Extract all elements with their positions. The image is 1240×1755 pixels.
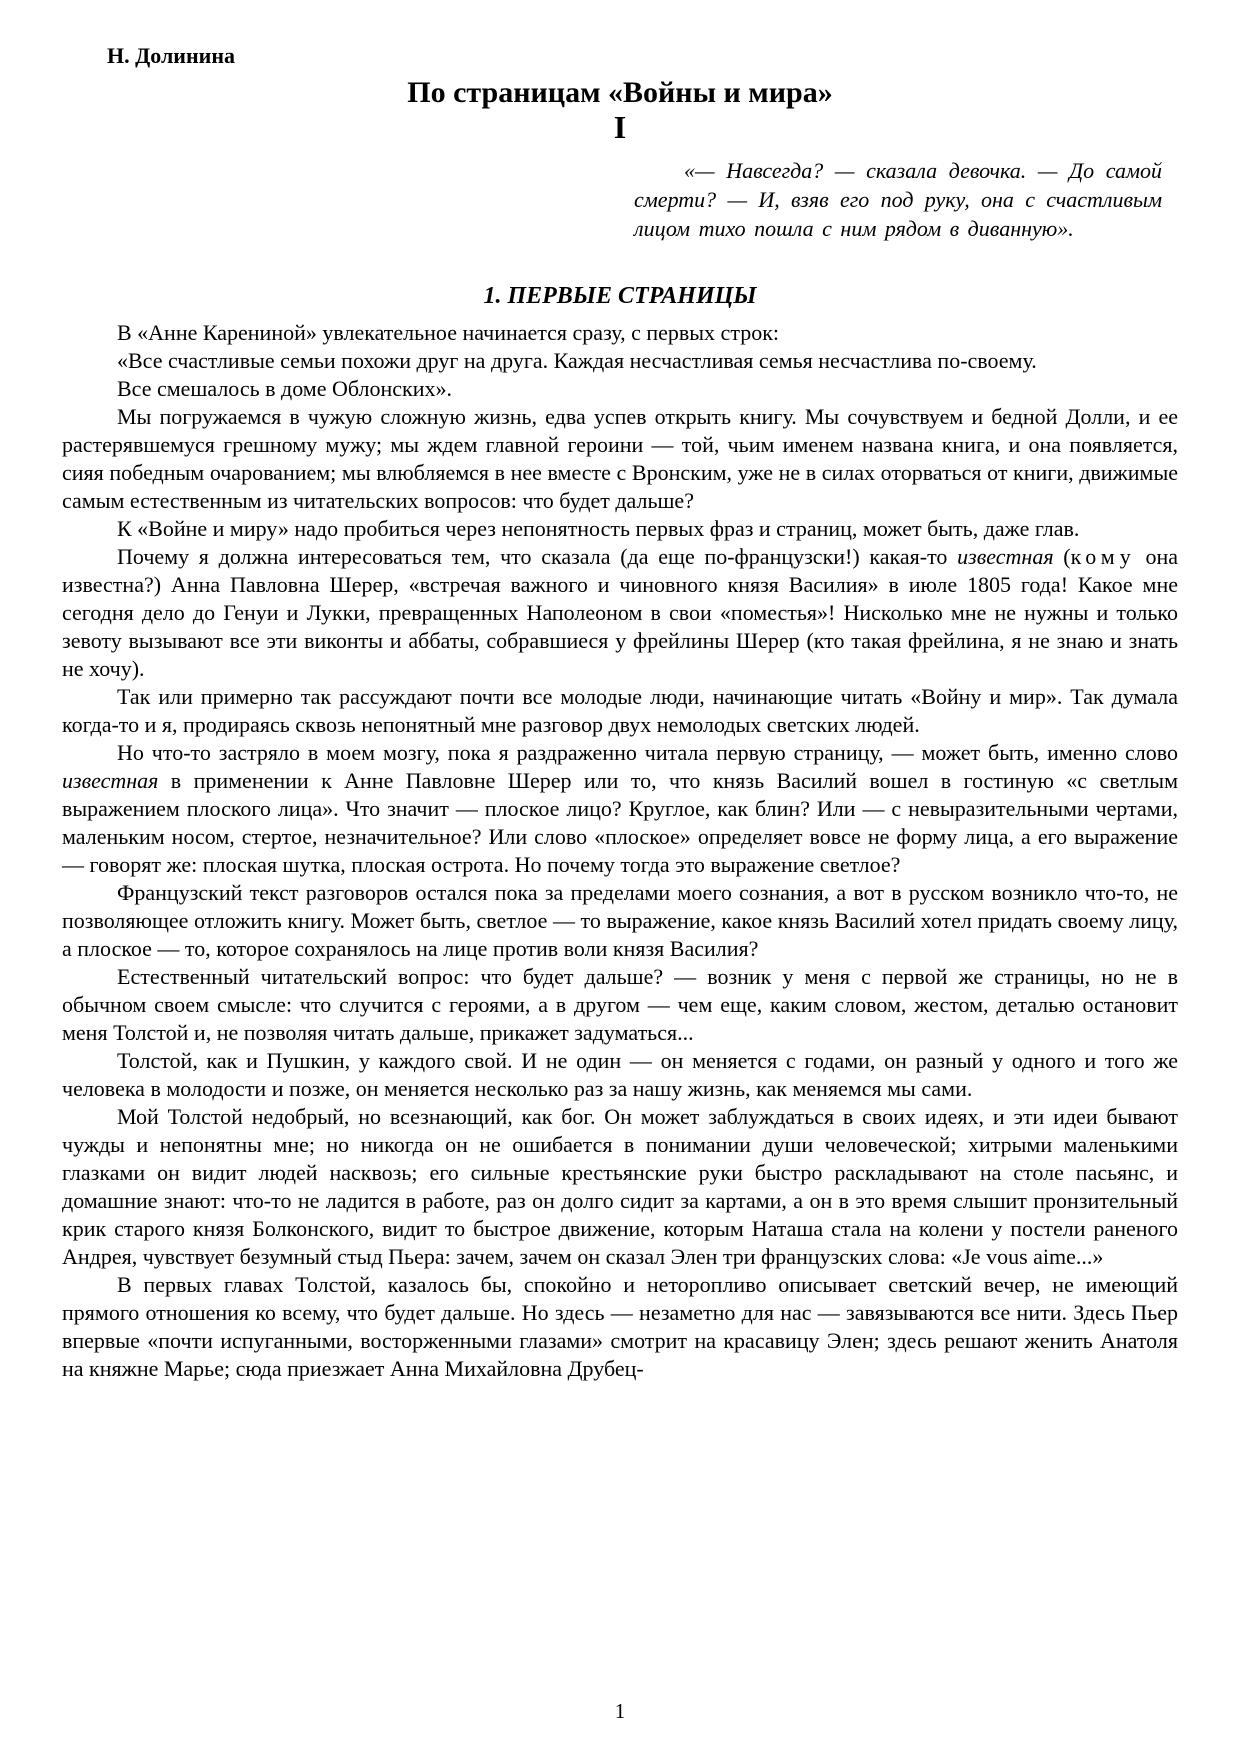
paragraph: Мой Толстой недобрый, но всезнающий, как бог. Он может заблуждаться в своих идеях, и эти идеи бывают чужды и непонятны мне; но никогда он не ошибается в понимании души человеческой; хитрыми маленькими глазками он видит людей насквозь; его сильные крестьянские руки быстро раскладывают на столе пасьянс, и домашние знают: что-то не ладится в работе, раз он долго сидит за картами, а он в это время слышит пронзительный крик старого князя Болконского, видит то быстрое движение, которым Наташа стала на колени у постели раненого Андрея, чувствует безумный стыд Пьера: зачем, зачем он сказал Элен три французских слова: «Je vous aime...» — [62, 1104, 1178, 1269]
body-text — [62, 319, 1178, 1383]
paragraph: В первых главах Толстой, казалось бы, спокойно и неторопливо описывает светский вечер, не имеющий прямого отношения ко всему, что будет дальше. Но здесь — незаметно для нас — завязываются все нити. Здесь Пьер впервые «почти испуганными, восторженными глазами» смотрит на красавицу Элен; здесь решают женить Анатоля на княжне Марье; сюда приезжает Анна Михайловна Друбец- — [62, 1272, 1178, 1381]
paragraph: Толстой, как и Пушкин, у каждого свой. И не один — он меняется с годами, он разный у одного и того же человека в молодости и позже, он меняется несколько раз за нашу жизнь, как меняемся мы сами. — [62, 1048, 1178, 1101]
paragraph: «Все счастливые семьи похожи друг на друга. Каждая несчастливая семья несчастлива по-своему. — [117, 348, 1037, 373]
page-number: 1 — [614, 1699, 626, 1723]
paragraph: К «Войне и миру» надо пробиться через непонятность первых фраз и страниц, может быть, даже глав. — [117, 516, 1080, 541]
emphasized-word: известная — [62, 768, 159, 793]
paragraph: Так или примерно так рассуждают почти все молодые люди, начинающие читать «Войну и мир». Так думала когда-то и я, продираясь сквозь непонятный мне разговор двух немолодых светских людей. — [62, 684, 1178, 737]
paragraph: Французский текст разговоров остался пока за пределами моего сознания, а вот в русском возникло что-то, не позволяющее отложить книгу. Может быть, светлое — то выражение, какое князь Василий хотел придать своему лицу, а плоское — то, которое сохранялось на лице против воли князя Василия? — [62, 880, 1178, 961]
section-heading: 1. ПЕРВЫЕ СТРАНИЦЫ — [483, 283, 757, 309]
paragraph: Естественный читательский вопрос: что будет дальше? — возник у меня с первой же страницы, но не в обычном своем смысле: что случится с героями, а в другом — чем еще, каким словом, жестом, деталью остановит меня Толстой и, не позволяя читать дальше, прикажет задуматься... — [62, 964, 1178, 1045]
epigraph: «— Навсегда? — сказала девочка. — До самой смерти? — И, взяв его под руку, она с счастливым лицом тихо пошла с ним рядом в диванную». — [634, 158, 1162, 241]
letterspaced-word: кому — [1070, 544, 1136, 569]
paragraph: Все смешалось в доме Облонских». — [117, 376, 453, 401]
emphasized-word: известная — [957, 544, 1054, 569]
book-title: По страницам «Войны и мира» — [407, 76, 833, 109]
paragraph: Но что-то застряло в моем мозгу, пока я раздраженно читала первую страницу, — может быть, именно слово известная в применении к Анне Павловне Шерер или то, что князь Василий вошел в гостиную «с светлым выражением плоского лица». Что значит — плоское лицо? Круглое, как блин? Или — с невыразительными чертами, маленьким носом, стертое, незначительное? Или слово «плоское» определяет вовсе не форму лица, а его выражение — говорят же: плоская шутка, плоская острота. Но почему тогда это выражение светлое? — [62, 740, 1178, 877]
author-name: Н. Долинина — [107, 43, 236, 68]
paragraph: Почему я должна интересоваться тем, что сказала (да еще по-французски!) какая-то известная (кому она известна?) Анна Павловна Шерер, «встречая важного и чиновного князя Василия» в июле 1805 года! Какое мне сегодня дело до Генуи и Лукки, превращенных Наполеоном в свои «поместья»! Нисколько мне не нужны и только зевоту вызывают все эти виконты и аббаты, собравшиеся у фрейлины Шерер (кто такая фрейлина, я не знаю и знать не хочу). — [62, 544, 1178, 681]
part-number: I — [613, 109, 627, 145]
paragraph: В «Анне Карениной» увлекательное начинается сразу, с первых строк: — [117, 320, 780, 345]
paragraph: Мы погружаемся в чужую сложную жизнь, едва успев открыть книгу. Мы сочувствуем и бедной Долли, и ее растерявшемуся грешному мужу; мы ждем главной героини — той, чьим именем названа книга, и она появляется, сияя победным очарованием; мы влюбляемся в нее вместе с Вронским, уже не в силах оторваться от книги, движимые самым естественным из читательских вопросов: что будет дальше? — [62, 404, 1178, 513]
